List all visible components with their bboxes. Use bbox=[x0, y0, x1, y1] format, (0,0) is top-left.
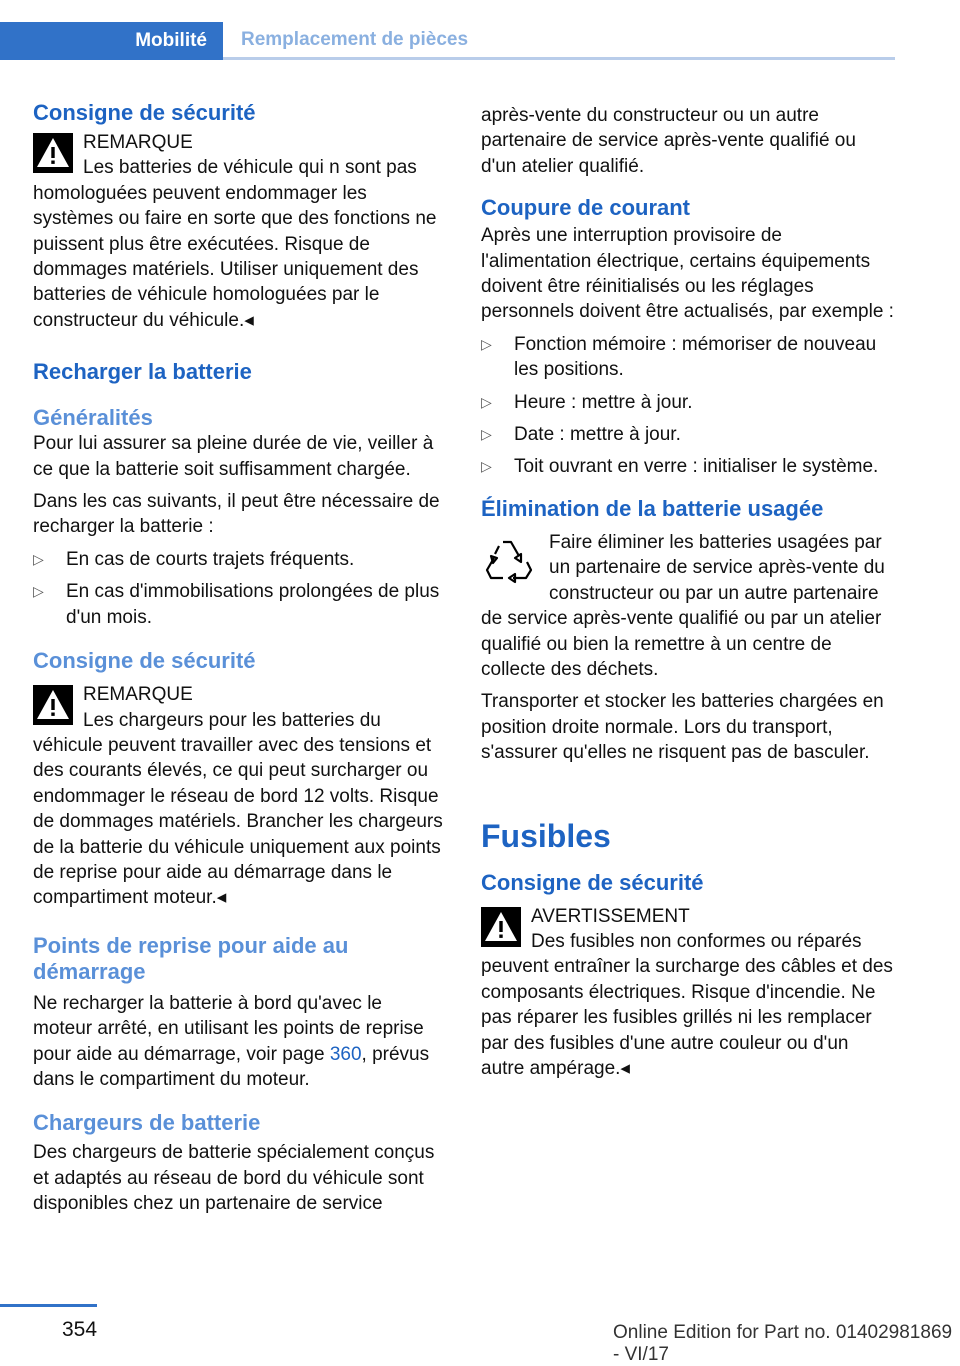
warning-block-2 bbox=[33, 682, 446, 911]
list-item: ▷ En cas d'immobilisations prolongées de plus d'un mois. bbox=[33, 581, 440, 628]
warning-keyword: REMARQUE bbox=[83, 684, 193, 706]
paragraph-transport: Transporter et stocker les batteries chargées en position droite normale. Lors du transport, s'assurer qu'elles ne risquent pas de basculer. bbox=[481, 691, 884, 764]
page-number: 354 bbox=[62, 1318, 98, 1341]
right-column bbox=[481, 103, 894, 1081]
warning-triangle-icon bbox=[33, 133, 73, 173]
warning-triangle-icon bbox=[33, 685, 73, 725]
warning-block-1 bbox=[33, 130, 446, 333]
bullet-list-power bbox=[481, 332, 894, 480]
bullet-list-recharge bbox=[33, 547, 446, 630]
list-item: ▷ Toit ouvrant en verre : initialiser le système. bbox=[481, 454, 894, 479]
edition-note: Online Edition for Part no. 01402981869 - VI/17 bbox=[613, 1322, 953, 1365]
paragraph-chargers: Des chargeurs de batterie spécialement conçus et adaptés au réseau de bord du véhicule sont disponibles chez un partenaire de service bbox=[33, 1142, 435, 1215]
heading-power-cut: Coupure de courant bbox=[481, 195, 691, 221]
paragraph-power-cut: Après une interruption provisoire de l'alimentation électrique, certains équipements doivent être réinitialisés ou les réglages personnels doivent être actualisés, par exemple : bbox=[481, 225, 894, 323]
list-item: ▷ Date : mettre à jour. bbox=[481, 422, 894, 447]
heading-jump-points: Points de reprise pour aide au démarrage bbox=[33, 932, 349, 984]
warning-block-3 bbox=[481, 904, 894, 1082]
heading-disposal: Élimination de la batterie usagée bbox=[481, 495, 824, 521]
triangle-bullet-icon: ▷ bbox=[481, 335, 492, 352]
heading-safety-3: Consigne de sécurité bbox=[481, 869, 704, 895]
left-column bbox=[33, 100, 446, 1224]
page-link[interactable]: 360 bbox=[329, 1043, 362, 1065]
list-item: ▷ En cas de courts trajets fréquents. bbox=[33, 547, 446, 572]
warning-text: Les batteries de véhicule qui n sont pas homologuées peuvent endommager les systèmes ou faire en sorte que des fonctions ne puissent plus être exécutées. Risque de dommages matériels. Utiliser uniquement des batteries de véhicule homologuées par le constructeur du véhicule.◂ bbox=[33, 157, 437, 331]
heading-fuses: Fusibles bbox=[481, 817, 611, 854]
page-header bbox=[0, 22, 895, 62]
paragraph-general-2: Dans les cas suivants, il peut être nécessaire de recharger la batterie : bbox=[33, 491, 440, 538]
recycle-icon bbox=[481, 532, 537, 588]
paragraph-jump-points: Ne recharger la batterie à bord qu'avec le moteur arrêté, en utilisant les points de reprise pour aide au démarrage, voir page 360, prévus dans le compartiment du moteur. bbox=[33, 992, 430, 1090]
triangle-bullet-icon: ▷ bbox=[481, 426, 492, 443]
heading-general: Généralités bbox=[33, 405, 153, 431]
list-item: ▷ Fonction mémoire : mémoriser de nouveau les positions. bbox=[481, 333, 877, 381]
paragraph-general-1: Pour lui assurer sa pleine durée de vie, veiller à ce que la batterie soit suffisamment chargée. bbox=[33, 433, 434, 480]
section-tab-mobilite: Mobilité bbox=[0, 22, 223, 60]
list-item: ▷ Heure : mettre à jour. bbox=[481, 390, 894, 415]
warning-text: Des fusibles non conformes ou réparés peuvent entraîner la surcharge des câbles et des composants électriques. Risque d'incendie. Ne pas réparer les fusibles grillés ni les remplacer par des fusibles d'une autre couleur ou d'un autre ampérage.◂ bbox=[481, 930, 893, 1079]
heading-chargers: Chargeurs de batterie bbox=[33, 1110, 261, 1136]
paragraph-continued: après-vente du constructeur ou un autre partenaire de service après-vente qualifié ou d'un atelier qualifié. bbox=[481, 105, 856, 177]
warning-text: Les chargeurs pour les batteries du véhicule peuvent travailler avec des tensions et des courants élevés, ce qui peut surcharger ou endommager le réseau de bord 12 volts. Risque de dommages matériels. Brancher les chargeurs de la batterie du véhicule uniquement aux points de reprise pour aide au démarrage dans le compartiment moteur.◂ bbox=[33, 709, 443, 909]
triangle-bullet-icon: ▷ bbox=[481, 458, 492, 475]
heading-safety-1: Consigne de sécurité bbox=[33, 100, 256, 125]
triangle-bullet-icon: ▷ bbox=[481, 393, 492, 410]
heading-safety-2: Consigne de sécurité bbox=[33, 648, 256, 674]
subsection-tab-remplacement: Remplacement de pièces bbox=[223, 22, 895, 60]
warning-triangle-icon bbox=[481, 907, 521, 947]
footer-rule bbox=[0, 1304, 97, 1307]
warning-keyword: REMARQUE bbox=[83, 132, 193, 153]
paragraph-disposal: Faire éliminer les batteries usagées par un partenaire de service après-vente du constructeur ou par un autre partenaire de service après-vente qualifié ou par un atelier qualifié ou bien la remettre à un centre de collecte des déchets. bbox=[481, 531, 885, 680]
triangle-bullet-icon: ▷ bbox=[33, 583, 44, 600]
warning-keyword: AVERTISSEMENT bbox=[531, 905, 690, 927]
triangle-bullet-icon: ▷ bbox=[33, 550, 44, 567]
recycle-block bbox=[481, 530, 894, 682]
heading-recharge: Recharger la batterie bbox=[33, 359, 252, 385]
